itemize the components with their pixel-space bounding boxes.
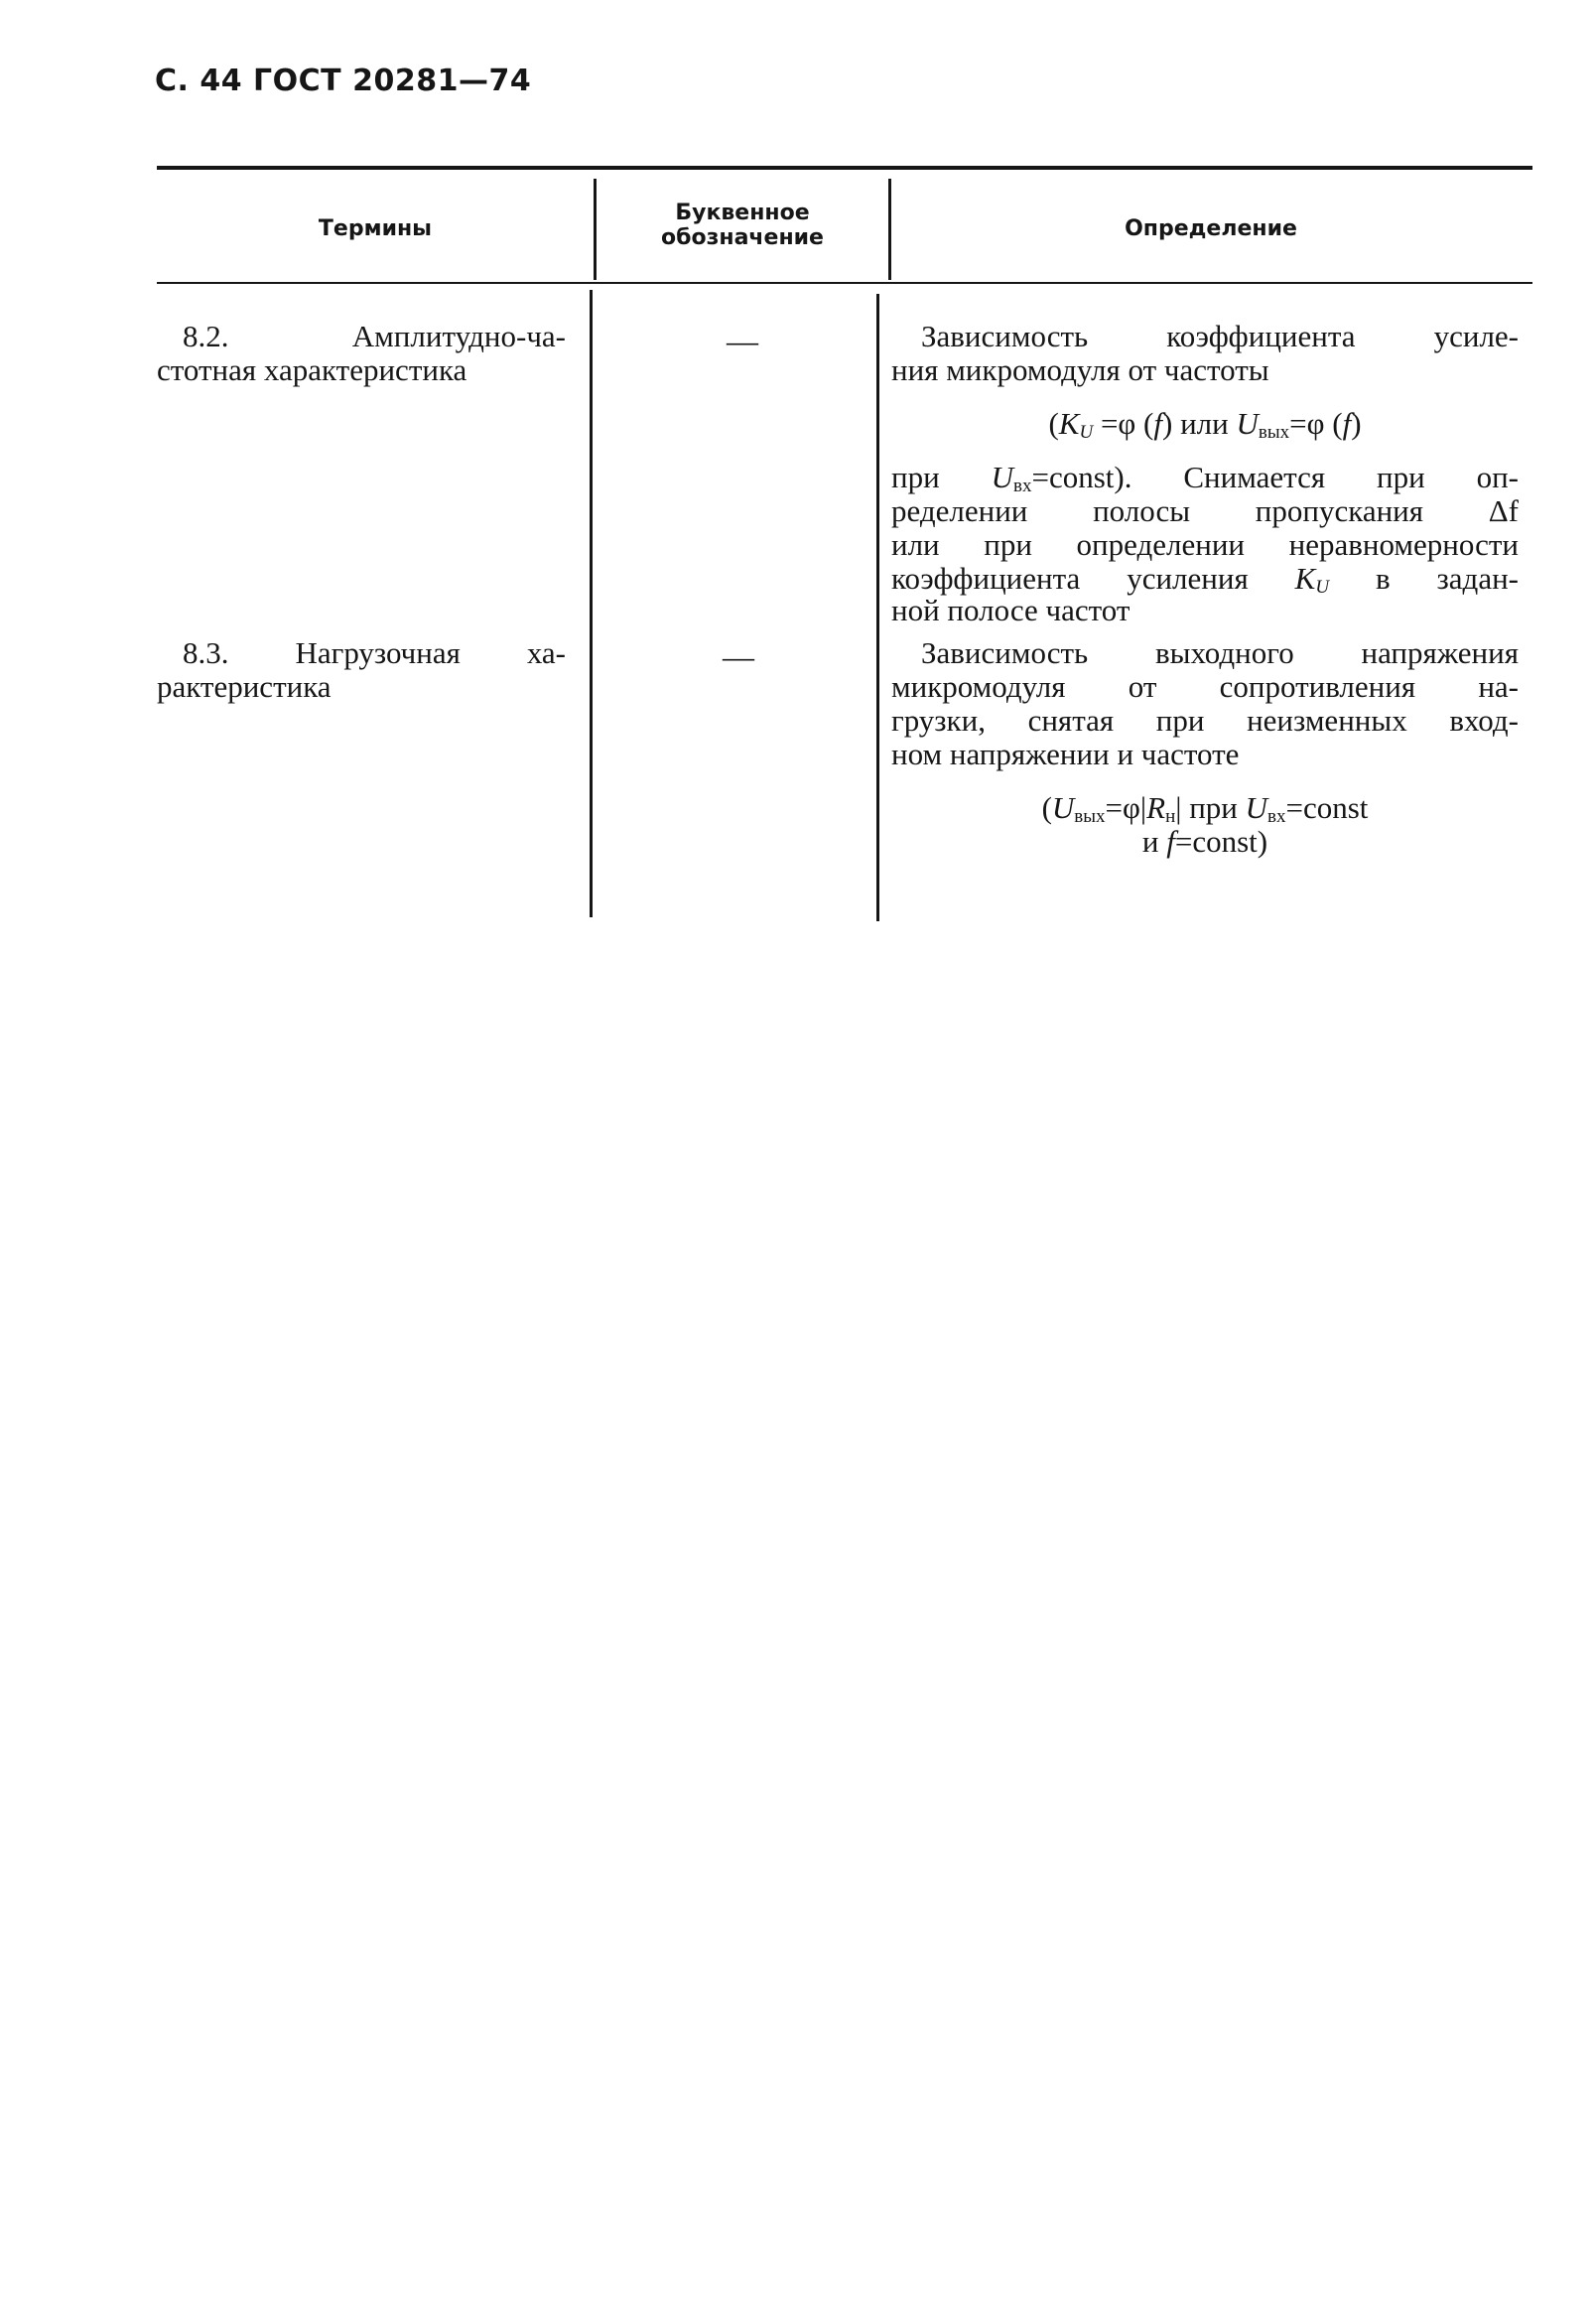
definition-line: ния микромодуля от частоты [891,352,1269,387]
definition-8-2 [891,320,1519,625]
definition-line: Зависимость коэффициента усиле- [921,319,1519,353]
term-line: 8.2. Амплитудно-ча- [183,319,566,353]
designation-8-2: — [727,323,758,358]
page-header: С. 44 ГОСТ 20281—74 [155,64,532,98]
term-line: рактеристика [157,669,332,704]
definition-line: ределении полосы пропускания Δf [891,493,1519,528]
definition-line: ном напряжении и частоте [891,737,1240,771]
formula-load-characteristic-cont: и f=const) [1141,824,1268,859]
column-divider [594,179,597,280]
term-line: стотная характеристика [157,352,467,387]
definition-8-3 [891,636,1519,879]
term-8-2 [157,320,566,387]
definition-line: коэффициента усиления $K_U$ в задан- [891,561,1519,598]
definition-line: при $U_{вх}=const$). Снимается при оп- [891,460,1519,496]
designation-8-3: — [723,638,754,674]
column-divider [876,294,879,921]
column-header-designation [599,201,885,250]
term-line: 8.3. Нагрузочная ха- [183,635,566,670]
table-top-rule [157,166,1532,170]
column-divider [888,179,891,280]
formula-load-characteristic: ($U_{вых}=\varphi|R_н|$ при $U_{вх}=const$ [1041,790,1369,827]
column-header-designation-line1: Буквенное [675,201,810,225]
table-header-rule [157,282,1532,284]
formula-frequency-response: ($K_U =\varphi$ (f) или $U_{вых}=\varphi$ (f) [1048,406,1362,443]
definition-line: ной полосе частот [891,593,1130,627]
definition-line: или при определении неравномерности [891,527,1519,562]
column-divider [590,290,593,917]
column-header-designation-line2: обозначение [661,225,824,250]
definition-line: микромодуля от сопротивления на- [891,669,1519,704]
definition-line: грузки, снятая при неизменных вход- [891,703,1519,738]
column-header-terms: Термины [318,216,433,241]
term-8-3 [157,636,566,704]
column-header-definition: Определение [1125,216,1297,241]
definition-line: Зависимость выходного напряжения [921,635,1519,670]
